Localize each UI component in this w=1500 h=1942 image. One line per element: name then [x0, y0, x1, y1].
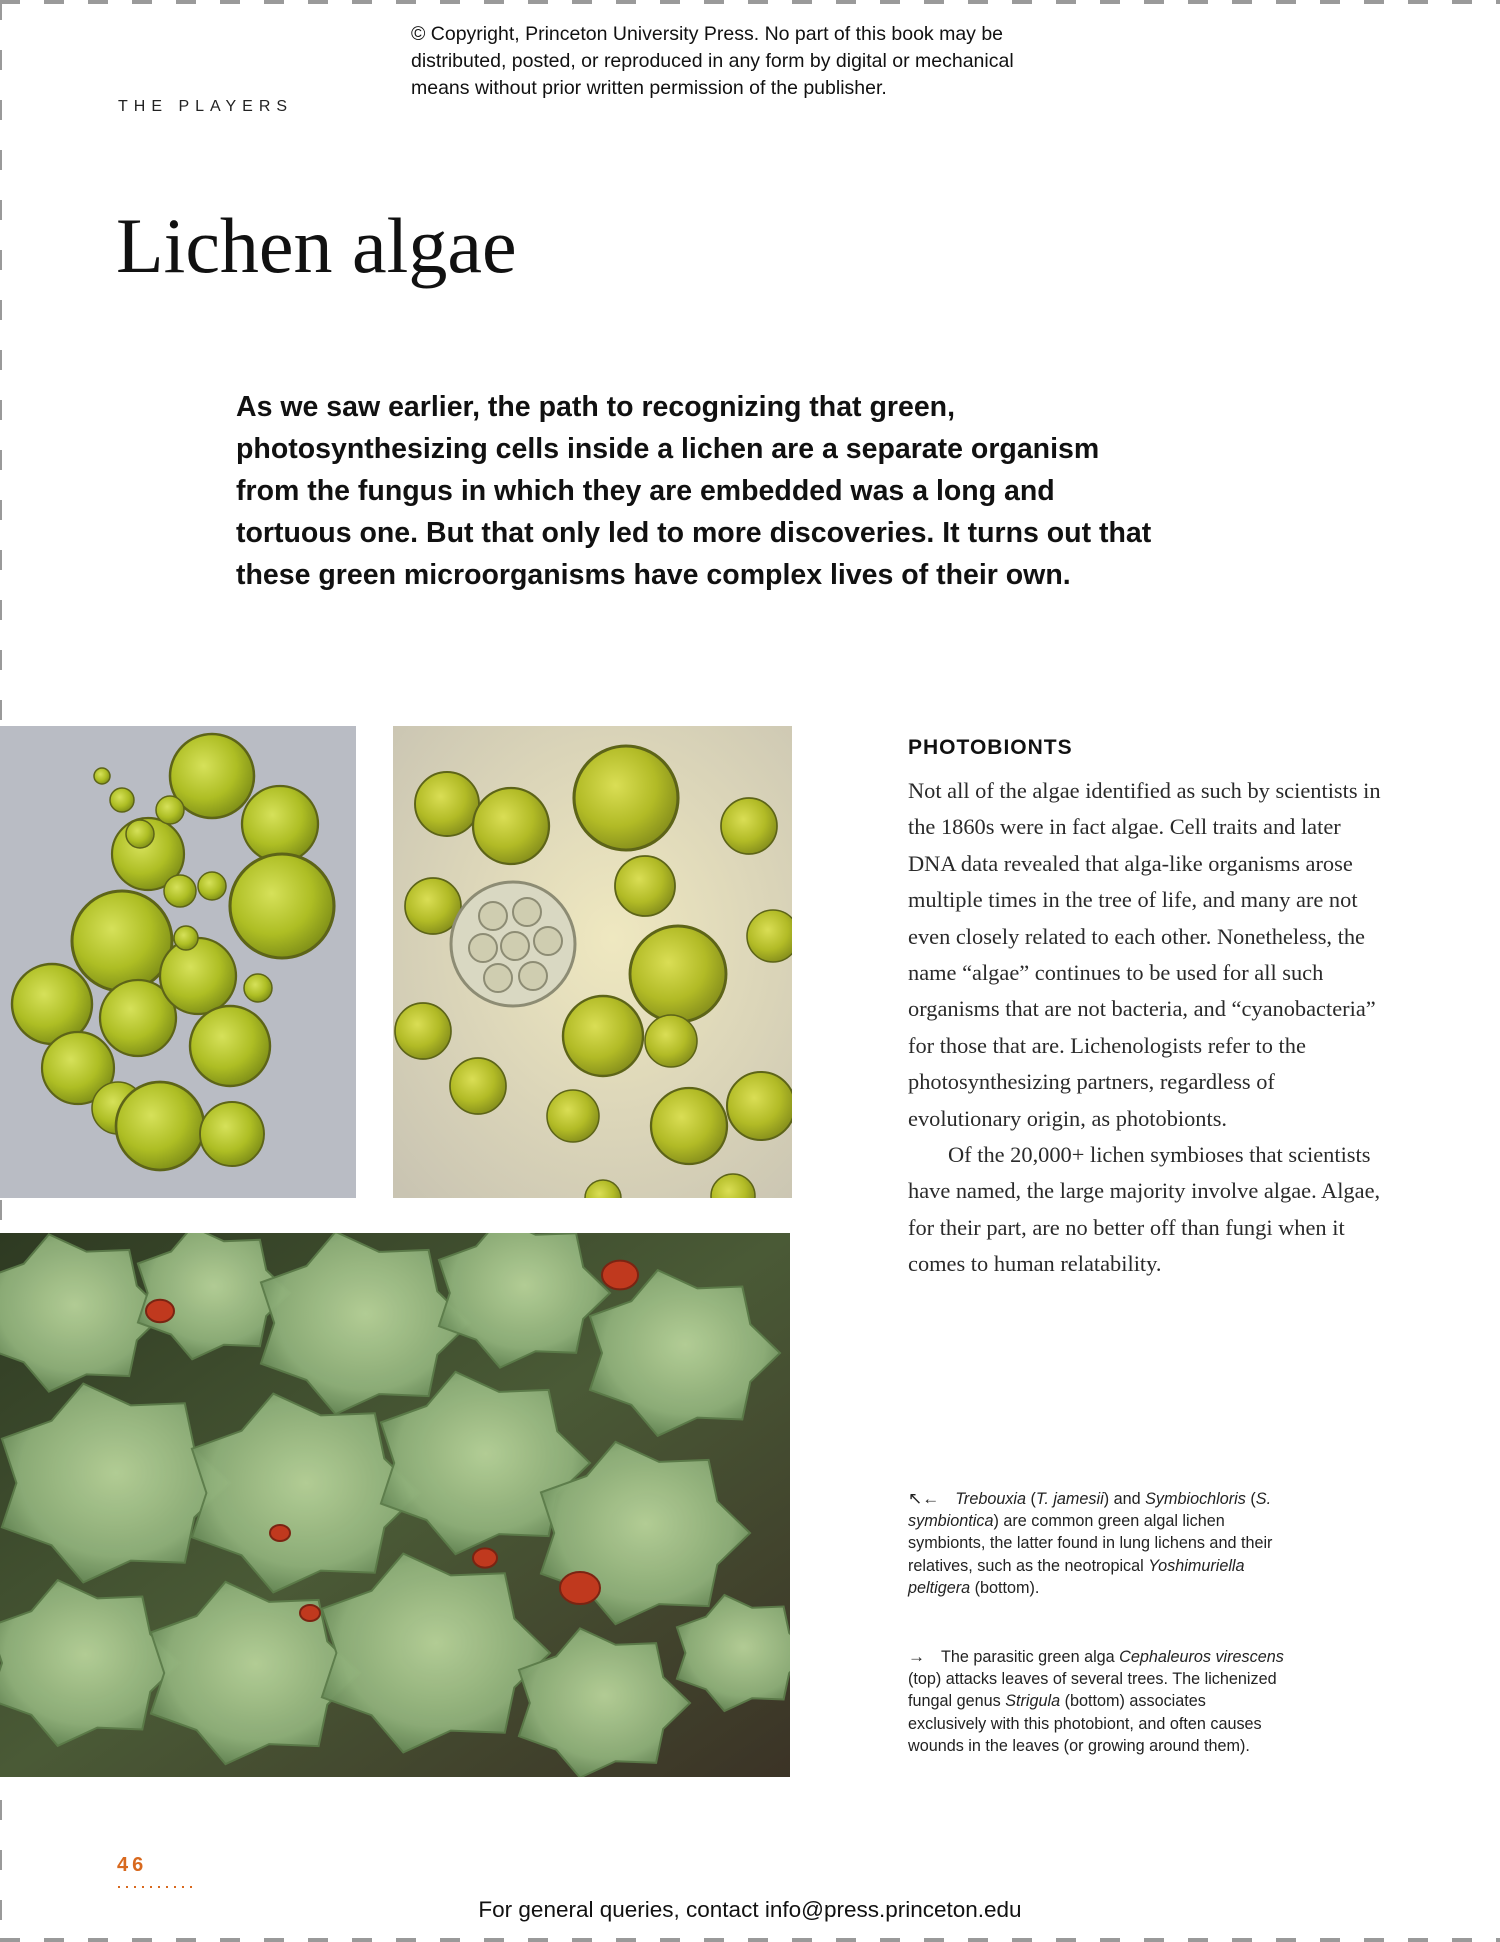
apothecium: [473, 1548, 497, 1567]
algal-cell: [242, 786, 318, 862]
algal-cell: [116, 1082, 204, 1170]
apothecium: [300, 1605, 320, 1621]
caption-arrow-icon: ↖←: [908, 1489, 940, 1508]
intro-paragraph: As we saw earlier, the path to recognizing that green, photosynthesizing cells inside a lichen are a separate organism from the fungus in which they are embedded was a long and tortuous one. But that only led to more discoveries. It turns out that these green microorganisms have complex lives of their own.: [236, 391, 1152, 591]
footer-contact: For general queries, contact info@press.princeton.edu: [478, 1897, 1022, 1922]
algal-cell: [190, 1006, 270, 1086]
algal-cell: [415, 772, 479, 836]
caption-text: (bottom).: [970, 1578, 1040, 1597]
algal-cell: [651, 1088, 727, 1164]
algal-cell: [615, 856, 675, 916]
caption-text: The parasitic green alga: [941, 1648, 1120, 1666]
page-edge-top: [0, 0, 1500, 4]
algal-cell: [164, 875, 196, 907]
body-paragraph: Of the 20,000+ lichen symbioses that scientists have named, the large majority involve algae. Algae, for their part, are no better off than fungi when it comes to human relatability.: [908, 1142, 1381, 1277]
caption-cephaleuros: [908, 1646, 1288, 1757]
caption-text: ) and: [1103, 1490, 1146, 1508]
algal-cell: [574, 746, 678, 850]
caption-taxon-name: Strigula: [1005, 1692, 1061, 1711]
copyright-notice: © Copyright, Princeton University Press. No part of this book may be distributed, posted, or reproduced in any form by digital or mechanical means without prior written permission of the publisher.: [411, 23, 1014, 99]
algal-cell: [473, 788, 549, 864]
algal-cell: [563, 996, 643, 1076]
symbiochloris-micrograph: [393, 726, 792, 1198]
page-title: Lichen algae: [116, 202, 517, 289]
caption-text: (: [1026, 1490, 1036, 1508]
caption-taxon-name: S. symbiontica: [908, 1490, 1272, 1531]
section-label: THE PLAYERS: [118, 98, 294, 115]
algal-cell: [230, 854, 334, 958]
algal-cell: [721, 798, 777, 854]
algal-cell: [547, 1090, 599, 1142]
apothecium: [602, 1261, 638, 1290]
apothecium: [560, 1572, 600, 1604]
trebouxia-micrograph: [0, 726, 356, 1198]
yoshimuriella-lichen-photo: [0, 1233, 790, 1777]
algal-cell: [126, 820, 154, 848]
apothecium: [146, 1300, 174, 1322]
caption-taxon-name: Trebouxia: [955, 1490, 1027, 1508]
photobionts-heading: PHOTOBIONTS: [908, 736, 1073, 759]
caption-taxon-name: Cephaleuros virescens: [1119, 1648, 1284, 1666]
caption-text: (bottom) associates exclusively with this photobiont, and often causes wounds in the leaves (or growing around them).: [908, 1692, 1262, 1755]
apothecium: [270, 1525, 290, 1541]
page-number-dots: [118, 1886, 198, 1888]
algal-cell: [200, 1102, 264, 1166]
algal-cell: [160, 938, 236, 1014]
algal-cell: [110, 788, 134, 812]
caption-text: ) are common green algal lichen symbionts, the latter found in lung lichens and their relatives, such as the neotropical: [908, 1512, 1273, 1575]
caption-trebouxia: [908, 1488, 1288, 1599]
photobionts-body: [908, 773, 1390, 1283]
algal-cell: [94, 768, 110, 784]
algal-cell: [727, 1072, 792, 1140]
algal-cell: [72, 891, 172, 991]
algal-cell: [174, 926, 198, 950]
algal-cell: [747, 910, 792, 962]
algal-cell: [630, 926, 726, 1022]
caption-text: (top) attacks leaves of several trees. The lichenized fungal genus: [908, 1670, 1277, 1711]
caption-arrow-icon: →: [908, 1647, 925, 1666]
algal-cell: [645, 1015, 697, 1067]
algal-cell: [395, 1003, 451, 1059]
caption-taxon-name: Yoshimuriella peltigera: [908, 1556, 1245, 1597]
algal-cell: [244, 974, 272, 1002]
algal-cell: [156, 796, 184, 824]
page-number: 46: [117, 1854, 148, 1876]
caption-taxon-name: Symbiochloris: [1145, 1490, 1246, 1508]
algal-cell: [450, 1058, 506, 1114]
caption-taxon-name: T. jamesii: [1035, 1490, 1104, 1508]
page-edge-bottom: [0, 1938, 1500, 1942]
caption-text: (: [1245, 1490, 1256, 1508]
algal-cell: [198, 872, 226, 900]
body-paragraph: Not all of the algae identified as such by scientists in the 1860s were in fact algae. Cell traits and later DNA data revealed that alga-like organisms arose multiple times in the tree of life, and many are not even closely related to each other. Nonetheless, the name “algae” continues to be used for all such organisms that are not bacteria, and “cyanobacteria” for those that are. Lichenologists refer to the photosynthesizing partners, regardless of evolutionary origin, as photobionts.: [908, 778, 1381, 1131]
